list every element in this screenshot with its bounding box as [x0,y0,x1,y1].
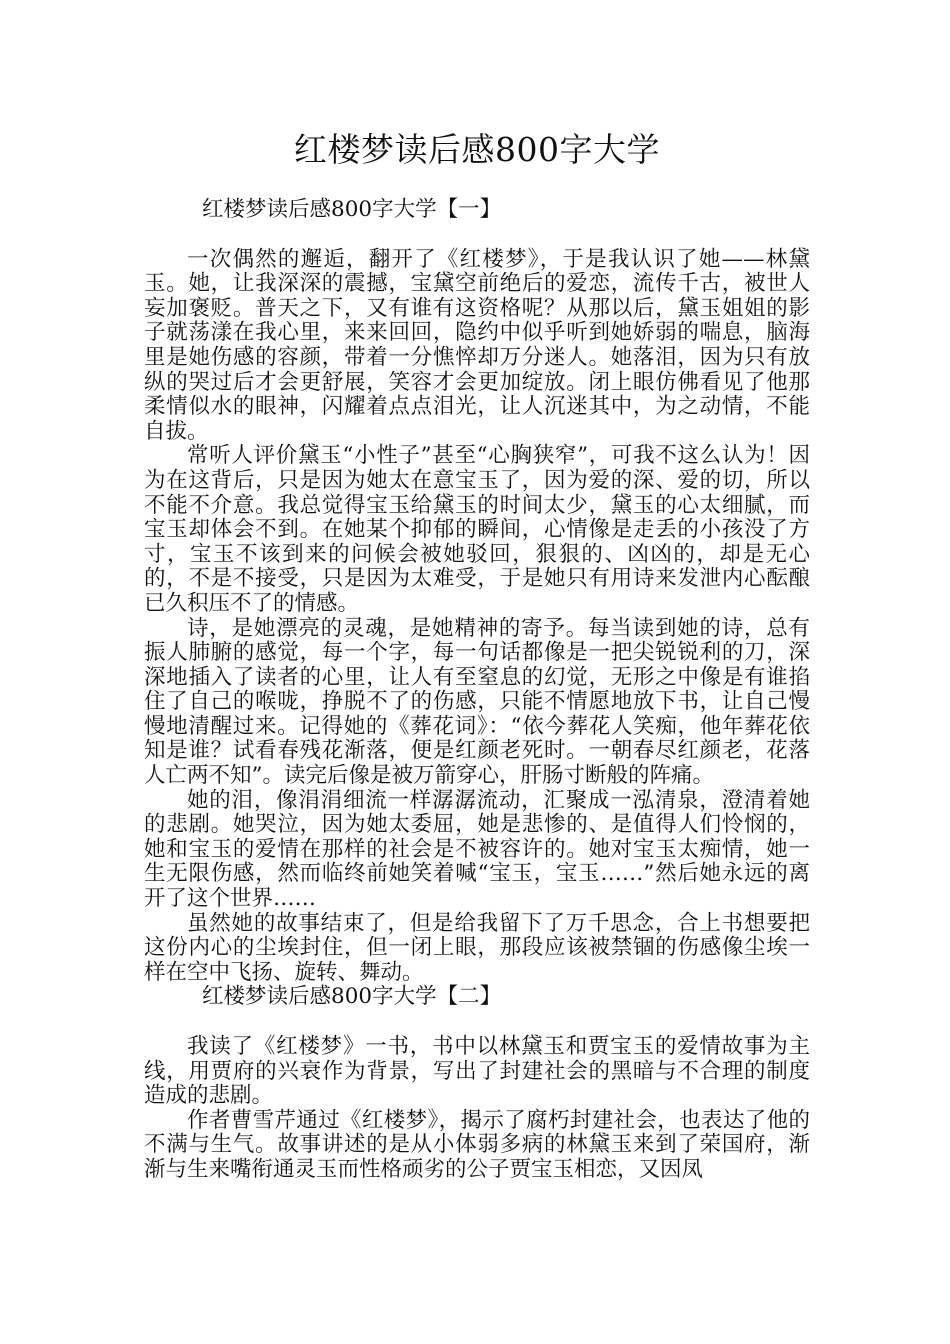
section-heading-2: 红楼梦读后感800字大学【二】 [202,984,502,1010]
paragraph: 常听人评价黛玉“小性子”甚至“心胸狭窄”，可我不这么认为！因为在这背后，只是因为她太在意宝玉了，因为爱的深、爱的切，所以不能不介意。我总觉得宝玉给黛玉的时间太少，黛玉的心太细腻，而宝玉却体会不到。在她某个抑郁的瞬间，心情像是走丢的小孩没了方寸，宝玉不该到来的问候会被她驳回，狠狠的、凶凶的，却是无心的，不是不接受，只是因为太难受，于是她只有用诗来发泄内心酝酿已久积压不了的情感。 [144,443,810,616]
paragraph: 我读了《红楼梦》一书，书中以林黛玉和贾宝玉的爱情故事为主线，用贾府的兴衰作为背景，写出了封建社会的黑暗与不合理的制度造成的悲剧。 [144,1034,810,1109]
spacer [144,223,810,248]
section-heading-1: 红楼梦读后感800字大学【一】 [202,197,502,222]
paragraph: 作者曹雪芹通过《红楼梦》，揭示了腐朽封建社会，也表达了他的不满与生气。故事讲述的是从小体弱多病的林黛玉来到了荣国府，渐渐与生来嘴衔通灵玉而性格顽劣的公子贾宝玉相恋，又因凤 [144,1107,810,1182]
spacer [144,1010,810,1035]
paragraph: 诗，是她漂亮的灵魂，是她精神的寄予。每当读到她的诗，总有振人肺腑的感觉，每一个字，每一句话都像是一把尖锐锐利的刀，深深地插入了读者的心里，让人有至窒息的幻觉，无形之中像是有谁掐住了自己的喉咙，挣脱不了的伤感，只能不情愿地放下书，让自己慢慢地清醒过来。记得她的《葬花词》：“依今葬花人笑痴，他年葬花依知是谁？试看春残花渐落，便是红颜老死时。一朝春尽红颜老，花落人亡两不知”。读完后像是被万箭穿心，肝肠寸断般的阵痛。 [144,615,810,789]
paragraph: 一次偶然的邂逅，翻开了《红楼梦》，于是我认识了她——林黛玉。她，让我深深的震撼，宝黛空前绝后的爱恋，流传千古，被世人妄加褒贬。普天之下，又有谁有这资格呢？从那以后，黛玉姐姐的影子就荡漾在我心里，来来回回，隐约中似乎听到她娇弱的喘息，脑海里是她伤感的容颜，带着一分憔悴却万分迷人。她落泪，因为只有放纵的哭过后才会更舒展，笑容才会更加绽放。闭上眼仿佛看见了他那柔情似水的眼神，闪耀着点点泪光，让人沉迷其中，为之动情，不能自拔。 [144,246,810,444]
document-body [144,198,810,1183]
document-title: 红楼梦读后感800字大学 [294,130,660,169]
paragraph: 虽然她的故事结束了，但是给我留下了万千思念，合上书想要把这份内心的尘埃封住，但一闭上眼，那段应该被禁锢的伤感像尘埃一样在空中飞扬、旋转、舞动。 [144,910,810,985]
paragraph: 她的泪，像涓涓细流一样潺潺流动，汇聚成一泓清泉，澄清着她的悲剧。她哭泣，因为她太委屈，她是悲惨的、是值得人们怜悯的，她和宝玉的爱情在那样的社会是不被容许的。她对宝玉太痴情，她一生无限伤感，然而临终前她笑着喊“宝玉，宝玉……”然后她永远的离开了这个世界…… [144,787,810,912]
